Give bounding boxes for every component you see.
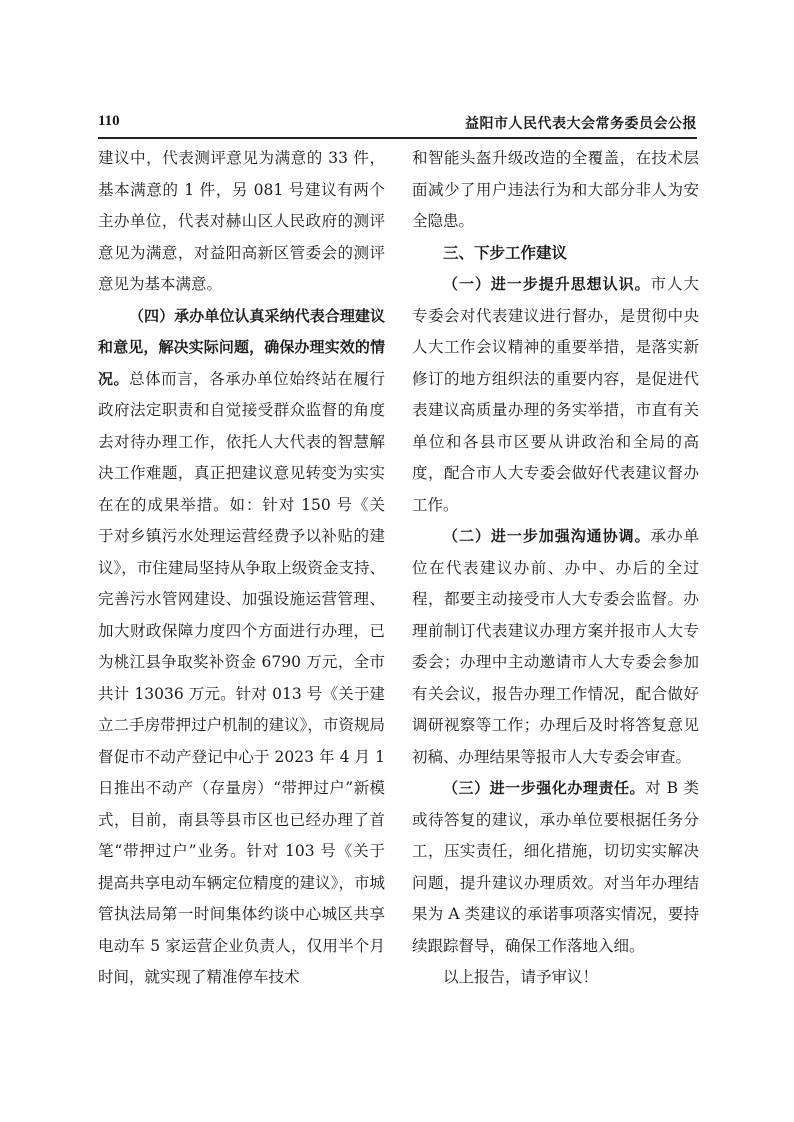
closing-line: 以上报告，请予审议！ <box>443 968 599 986</box>
paragraph-item-three <box>412 773 699 962</box>
paragraph-body: 总体而言，各承办单位始终站在履行政府法定职责和自觉接受群众监督的角度去对待办理工作，依托人大代表的智慧解决工作难题，真正把建议意见转变为实实在在的成果举措。如：针对 150 号《关于对乡镇污水处理运营经费予以补贴的建议》，市住建局坚持从争取上级资金支持、完善污水管网建设、加强设施运营管理、加大财政保障力度四个方面进行办理，已为桃江县争取奖补资金 6790 万元，全市共计 13036 万元。针对 013 号《关于建立二手房带押过户机制的建议》，市资规局督促市不动产登记中心于 2023 年 4 月 1 日推出不动产（存量房）“带押过户”新模式，目前，南县等县市区也已经办理了首笔“带押过户”业务。针对 103 号《关于提高共享电动车辆定位精度的建议》，市城管执法局第一时间集体约谈中心城区共享电动车 5 家运营企业负责人，仅用半个月时间，就实现了精准停车技术 <box>98 369 385 986</box>
page-number: 110 <box>98 113 120 129</box>
paragraph-continued: 和智能头盔升级改造的全覆盖，在技术层面减少了用户违法行为和大部分非人为安全隐患。 <box>412 149 699 230</box>
paragraph-item-two <box>412 521 699 773</box>
right-column <box>412 143 699 994</box>
header-rule <box>98 137 697 139</box>
page-header <box>98 113 697 133</box>
paragraph-item-one <box>412 269 699 521</box>
section-heading: 三、下步工作建议 <box>443 243 568 262</box>
paragraph-continued: 建议中，代表测评意见为满意的 33 件，基本满意的 1 件，另 081 号建议有两个主办单位，代表对赫山区人民政府的测评意见为满意，对益阳高新区管委会的测评意见为基本满意。 <box>98 149 385 293</box>
subheading-two: （二）进一步加强沟通协调。 <box>443 527 651 545</box>
subheading-three: （三）进一步强化办理责任。 <box>443 779 646 797</box>
journal-title: 益阳市人民代表大会常务委员会公报 <box>465 116 697 132</box>
paragraph-body: 市人大专委会对代表建议进行督办，是贯彻中央人大工作会议精神的重要举措，是落实新修订的地方组织法的重要内容，是促进代表建议高质量办理的务实举措，市直有关单位和各县市区要从讲政治和全局的高度，配合市人大专委会做好代表建议督办工作。 <box>412 275 699 514</box>
subheading-four: （四）承办单位认真采纳代表合理建议和意见，解决实际问题，确保办理实效的情况。 <box>98 306 385 388</box>
paragraph-body: 对 B 类或待答复的建议，承办单位要根据任务分工，压实责任，细化措施，切切实实解决问题，提升建议办理质效。对当年办理结果为 A 类建议的承诺事项落实情况，要持续跟踪督导，确保工作落地入细。 <box>412 779 699 955</box>
paragraph-section-four <box>98 301 385 994</box>
paragraph-body: 承办单位在代表建议办前、办中、办后的全过程，都要主动接受市人大专委会监督。办理前制订代表建议办理方案并报市人大专委会；办理中主动邀请市人大专委会参加有关会议，报告办理工作情况，配合做好调研视察等工作；办理后及时将答复意见初稿、办理结果等报市人大专委会审查。 <box>412 527 699 766</box>
left-column <box>98 143 385 994</box>
subheading-one: （一）进一步提升思想认识。 <box>443 275 651 293</box>
